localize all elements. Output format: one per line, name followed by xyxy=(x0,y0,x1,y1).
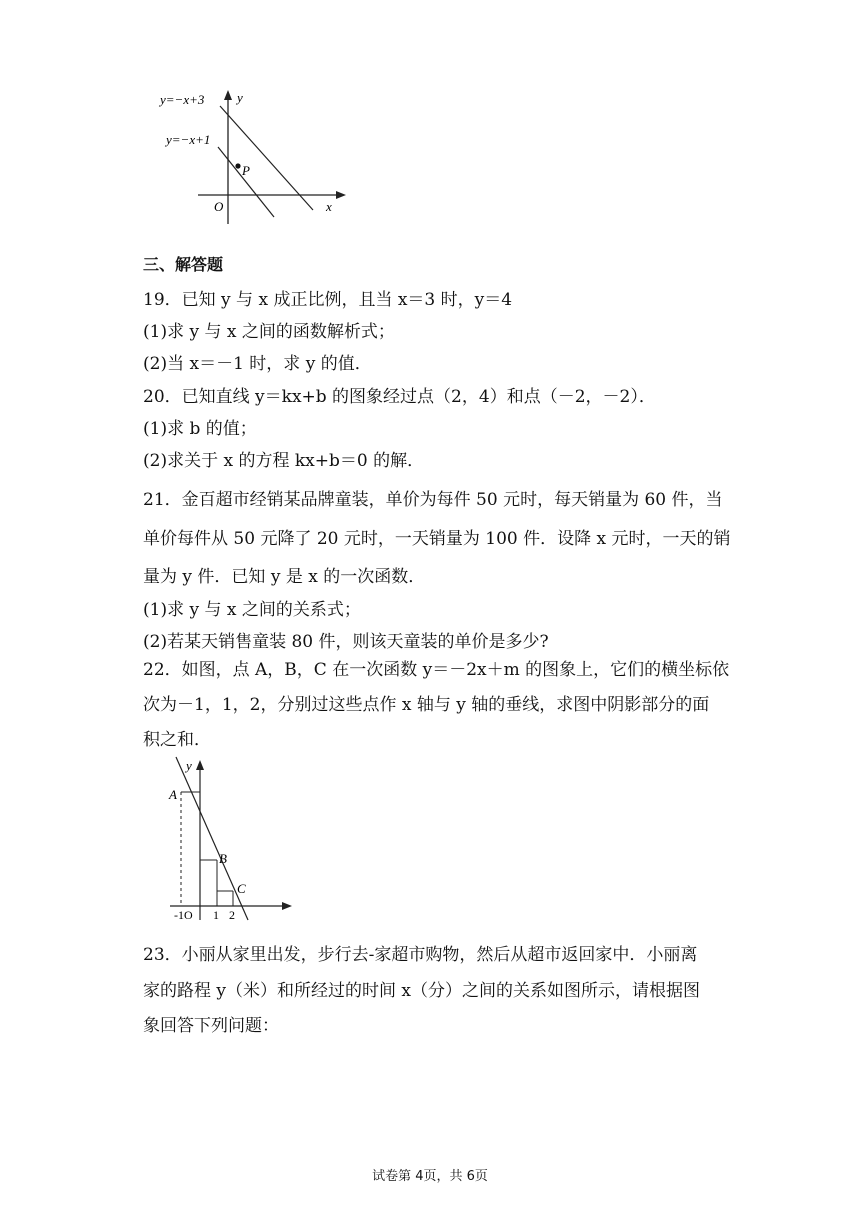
q23-stem-line3: 象回答下列问题： xyxy=(143,1016,279,1036)
y-axis-label: y xyxy=(237,90,243,105)
q20-part1: (1)求 b 的值； xyxy=(143,419,257,439)
q21-stem-line1: 21．金百超市经销某品牌童装，单价为每件 50 元时，每天销量为 60 件，当 xyxy=(143,490,723,510)
q21-part1: (1)求 y 与 x 之间的关系式； xyxy=(143,600,361,620)
point-p xyxy=(235,163,240,168)
q22-stem-line3: 积之和． xyxy=(143,730,211,750)
q19-stem: 19．已知 y 与 x 成正比例，且当 x＝3 时，y＝4 xyxy=(143,290,513,310)
q23-stem-line1: 23．小丽从家里出发，步行去-家超市购物，然后从超市返回家中．小丽离 xyxy=(143,945,698,965)
label-c: C xyxy=(237,881,246,896)
q21-part2: (2)若某天销售童装 80 件，则该天童装的单价是多少? xyxy=(143,632,549,652)
label-a: A xyxy=(169,787,177,802)
section-title: 三、解答题 xyxy=(143,255,224,274)
line2-label: y=−x+1 xyxy=(166,132,211,147)
y-axis-arrow xyxy=(224,90,232,100)
page-footer: 试卷第 4页，共 6页 xyxy=(372,1169,488,1184)
origin-label: O xyxy=(214,199,224,214)
y-axis-arrow xyxy=(196,760,204,770)
figure-parallel-lines xyxy=(150,84,360,230)
x-axis-label: x xyxy=(326,199,332,214)
point-p-label: P xyxy=(242,163,250,178)
q20-stem: 20．已知直线 y＝kx+b 的图象经过点（2，4）和点（－2，－2）． xyxy=(143,387,656,407)
q21-stem-line2: 单价每件从 50 元降了 20 元时，一天销量为 100 件．设降 x 元时，一天的销 xyxy=(143,529,731,549)
q19-part2: (2)当 x＝－1 时，求 y 的值． xyxy=(143,354,372,374)
label-b: B xyxy=(219,851,227,866)
tick-1: 1 xyxy=(213,908,219,922)
figure-points-abc xyxy=(160,755,300,925)
q23-stem-line2: 家的路程 y（米）和所经过的时间 x（分）之间的关系如图所示，请根据图 xyxy=(143,981,700,1001)
x-axis-arrow xyxy=(282,902,292,910)
tick-neg1-origin: -1O xyxy=(174,908,193,922)
q20-part2: (2)求关于 x 的方程 kx+b＝0 的解． xyxy=(143,451,425,471)
y-axis-label: y xyxy=(186,758,192,773)
x-axis-arrow xyxy=(336,191,346,199)
q22-stem-line2: 次为－1，1，2，分别过这些点作 x 轴与 y 轴的垂线，求图中阴影部分的面 xyxy=(143,695,710,715)
line1-label: y=−x+3 xyxy=(160,92,205,107)
q22-stem-line1: 22．如图，点 A，B，C 在一次函数 y＝－2x＋m 的图象上，它们的横坐标依 xyxy=(143,660,730,680)
q21-stem-line3: 量为 y 件．已知 y 是 x 的一次函数． xyxy=(143,567,426,587)
q19-part1: (1)求 y 与 x 之间的函数解析式； xyxy=(143,322,395,342)
tick-2: 2 xyxy=(229,908,235,922)
